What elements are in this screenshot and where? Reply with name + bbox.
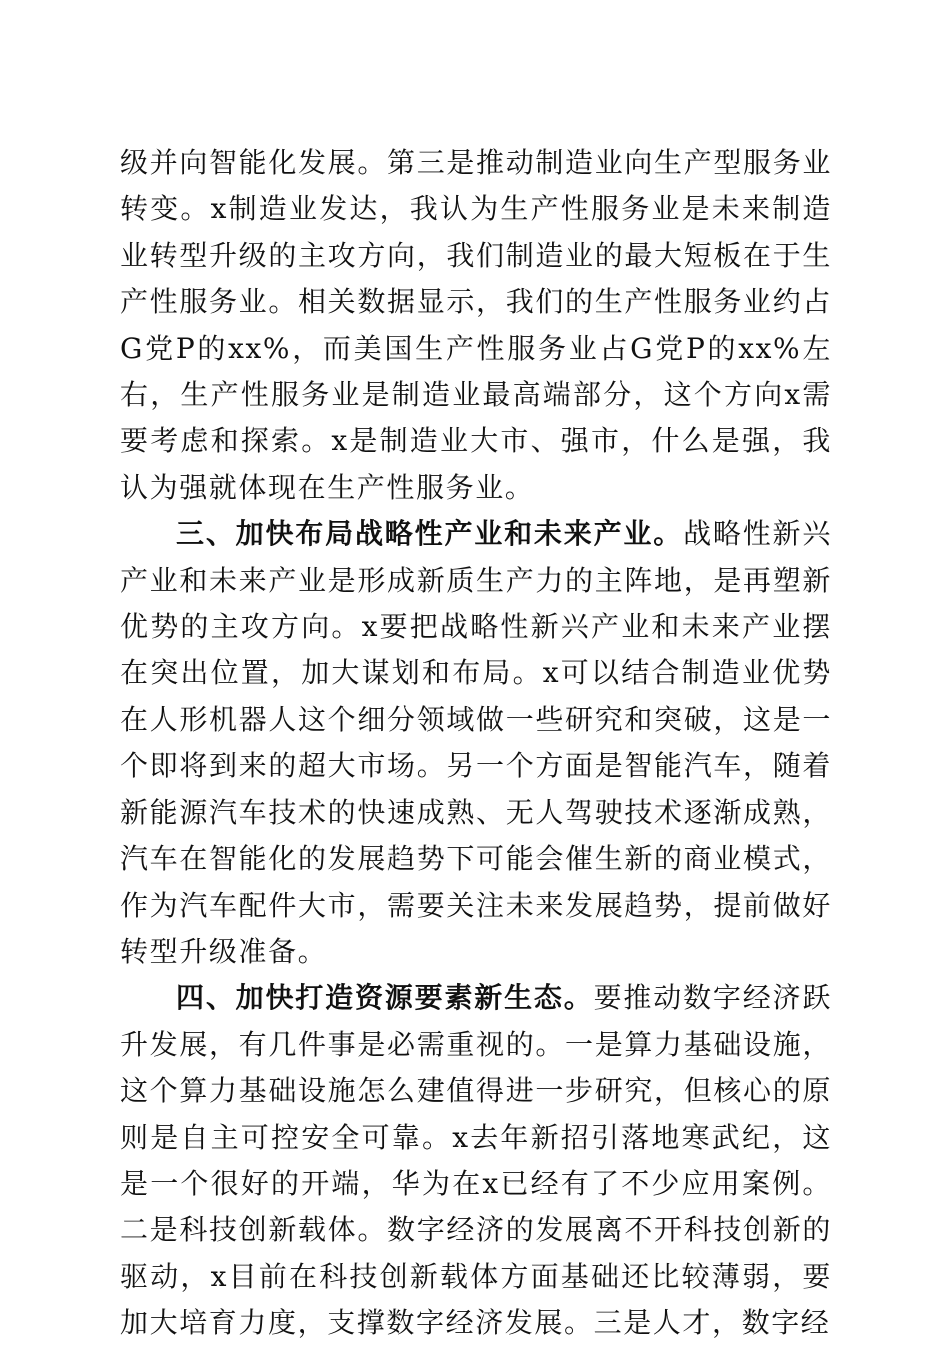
paragraph-2 — [120, 511, 832, 975]
section-heading-3: 三、加快布局战略性产业和未来产业。 — [176, 517, 684, 551]
paragraph-1 — [120, 140, 832, 511]
paragraph-1-text: 级并向智能化发展。第三是推动制造业向生产型服务业转变。x制造业发达，我认为生产性服务业是未来制造业转型升级的主攻方向，我们制造业的最大短板在于生产性服务业。相关数据显示，我们的生产性服务业约占G党P的xx%，而美国生产性服务业占G党P的xx%左右，生产性服务业是制造业最高端部分，这个方向x需要考虑和探索。x是制造业大市、强市，什么是强，我认为强就体现在生产性服务业。 — [120, 146, 832, 504]
paragraph-3 — [120, 975, 832, 1346]
document-body — [120, 140, 832, 1347]
section-heading-4: 四、加快打造资源要素新生态。 — [176, 981, 594, 1015]
paragraph-3-text: 要推动数字经济跃升发展，有几件事是必需重视的。一是算力基础设施，这个算力基础设施怎么建值得进一步研究，但核心的原则是自主可控安全可靠。x去年新招引落地寒武纪，这是一个很好的开端，华为在x已经有了不少应用案例。二是科技创新载体。数字经济的发展离不开科技创新的驱动，x目前在科技创新载体方面基础还比较薄弱，要加大培育力度，支撑数字经济发展。三是人才，数字经 — [120, 981, 832, 1340]
paragraph-2-text: 战略性新兴产业和未来产业是形成新质生产力的主阵地，是再塑新优势的主攻方向。x要把战略性新兴产业和未来产业摆在突出位置，加大谋划和布局。x可以结合制造业优势在人形机器人这个细分领域做一些研究和突破，这是一个即将到来的超大市场。另一个方面是智能汽车，随着新能源汽车技术的快速成熟、无人驾驶技术逐渐成熟，汽车在智能化的发展趋势下可能会催生新的商业模式，作为汽车配件大市，需要关注未来发展趋势，提前做好转型升级准备。 — [120, 517, 832, 968]
